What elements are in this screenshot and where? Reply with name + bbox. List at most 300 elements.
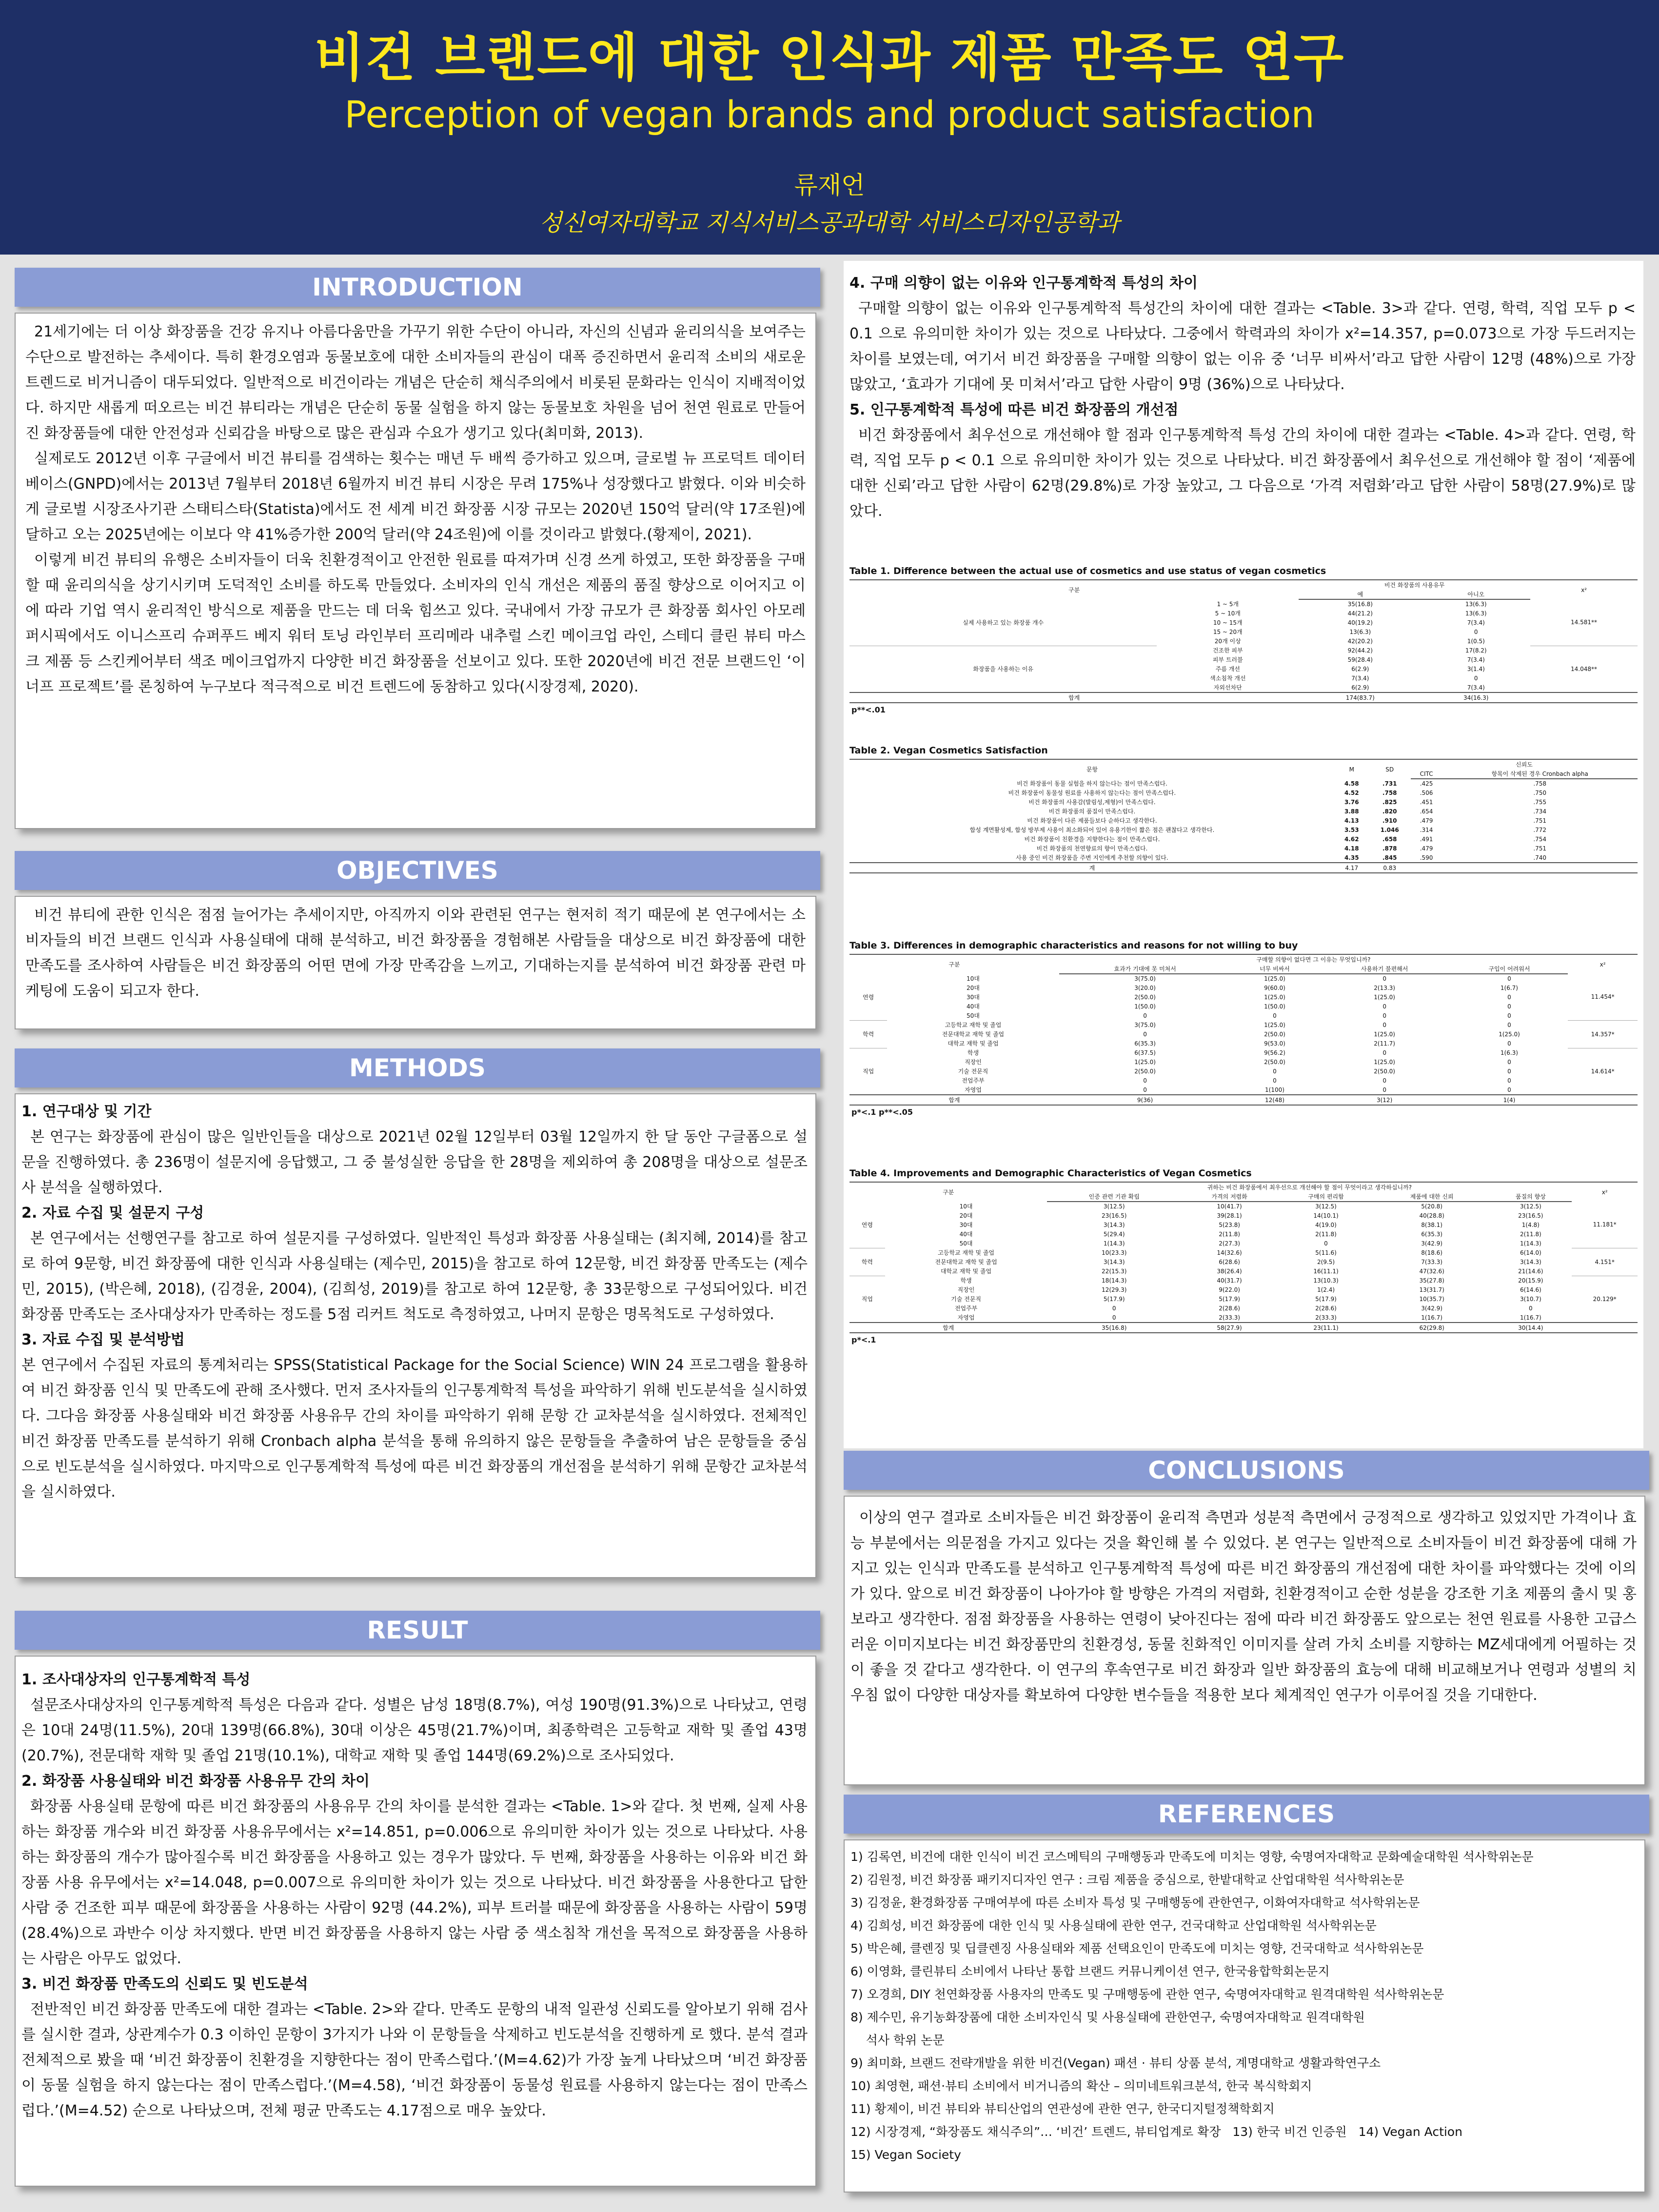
table-cell: 1 ~ 5개: [1217, 601, 1239, 608]
table-header-row: [849, 954, 1638, 964]
table-cell: 5(11.6): [1315, 1249, 1337, 1256]
methods-subheading: 2. 자료 수집 및 설문지 구성: [21, 1205, 204, 1222]
column-header: x²: [1572, 1182, 1638, 1202]
table-cell: 합계: [849, 1095, 1059, 1105]
table-cell: 35(16.8): [1347, 601, 1373, 608]
table-row: [849, 1020, 1638, 1029]
conclusions-box: [844, 1496, 1645, 1785]
row-group-label: 학력: [849, 1248, 885, 1276]
table-cell: 6(14.0): [1520, 1249, 1541, 1256]
table-cell: 자외선차단: [1213, 684, 1242, 691]
reference-item: 5) 박은혜, 클렌징 및 딥클렌징 사용실태와 제품 선택요인이 만족도에 미치는 영향, 건국대학교 석사학위논문: [850, 1941, 1424, 1955]
table-cell: 22(15.3): [1102, 1267, 1127, 1275]
table-cell: 0: [1507, 975, 1511, 982]
author: 류재언: [794, 171, 865, 199]
table-row: [849, 853, 1638, 863]
references-box: [844, 1839, 1645, 2192]
table-cell: 1(25.0): [1264, 1021, 1285, 1028]
table-cell: 전문대학교 재학 및 졸업: [935, 1259, 997, 1265]
table-cell: 0: [1143, 1077, 1147, 1084]
column-header: 효과가 기대에 못 미쳐서: [1059, 964, 1231, 974]
table-cell: 10대: [959, 1203, 973, 1210]
table-cell: 9(56.2): [1264, 1049, 1285, 1056]
chi-square-value: 20.129*: [1572, 1276, 1638, 1323]
result-subheading: 1. 조사대상자의 인구통계학적 특성: [21, 1671, 251, 1688]
column-header: x²: [1530, 580, 1638, 599]
table-cell: 합계: [849, 1323, 1047, 1333]
table-row: [849, 1029, 1638, 1039]
table-cell: 4.35: [1344, 854, 1359, 861]
table-cell: 4.62: [1344, 835, 1359, 843]
column-header: M: [1335, 759, 1369, 779]
table-cell: 3(12.5): [1520, 1203, 1541, 1210]
table-cell: 1(25.0): [1264, 993, 1285, 1001]
table-cell: .491: [1420, 835, 1433, 843]
table-cell: 3(20.0): [1134, 984, 1156, 991]
table-header-row: [849, 1182, 1638, 1192]
table-row: [849, 1057, 1638, 1066]
table-row: [849, 1048, 1638, 1057]
table-row: [849, 1220, 1638, 1229]
table-cell: 12(48): [1231, 1095, 1318, 1105]
table-cell: 10(41.7): [1217, 1203, 1242, 1210]
table-cell: 0: [1273, 1067, 1277, 1075]
result-box: [15, 1656, 816, 2187]
table-cell: 0: [1112, 1304, 1116, 1312]
table-cell: 2(28.6): [1315, 1304, 1337, 1312]
table-cell: 9(36): [1059, 1095, 1231, 1105]
table-cell: 1(25.0): [1374, 993, 1395, 1001]
result-paragraph: 구매할 의향이 없는 이유와 인구통계학적 특성간의 차이에 대한 결과는 <Table. 3>과 같다. 연령, 학력, 직업 모두 p < 0.1 으로 유의미한 차이가 있는 것으로 나타났다. 그중에서 학력과의 차이가 x²=14.357, p=0.073으로 가장 두드러지는 차이를 보였는데, 여기서 비건 화장품을 구매할 의향이 없는 이유 중 ‘너무 비싸서’라고 답한 사람이 12명 (48%)으로 가장 많았고, ‘효과가 기대에 못 미쳐서’라고 답한 사람이 9명 (36%)으로 나타났다.: [849, 300, 1636, 393]
table-cell: 4.58: [1344, 780, 1359, 787]
table-cell: 62(29.8): [1374, 1323, 1489, 1333]
table-cell: 0: [1507, 1058, 1511, 1066]
table-cell: 0: [1382, 1049, 1386, 1056]
table-cell: 0: [1507, 1086, 1511, 1093]
table-cell: 0: [1507, 1003, 1511, 1010]
table-cell: 비건 화장품이 동물 실험을 하지 않는다는 점이 만족스럽다.: [1017, 780, 1167, 787]
table-cell: 30대: [967, 994, 980, 1001]
table-cell: 6(37.5): [1134, 1049, 1156, 1056]
methods-text: [21, 1099, 808, 1505]
table-row: [849, 1266, 1638, 1276]
table-cell: 50대: [959, 1240, 973, 1247]
table-cell: .820: [1382, 808, 1397, 815]
table-cell: 7(3.4): [1467, 684, 1485, 691]
table-3-caption: Table 3. Differences in demographic characteristics and reasons for not willing to buy: [849, 940, 1298, 951]
table-cell: 3.76: [1344, 798, 1359, 806]
table-row: [849, 779, 1638, 788]
result-paragraph: 화장품 사용실태 문항에 따른 비건 화장품의 사용유무 간의 차이를 분석한 결과는 <Table. 1>와 같다. 첫 번째, 실제 사용하는 화장품 개수와 비건 화장품 사용유무에서는 x²=14.851, p=0.006으로 유의미한 차이가 있는 것으로 나타났다. 사용하는 화장품의 개수가 많아질수록 비건 화장품을 사용하고 있는 경우가 많았다. 두 번째, 화장품을 사용하는 이유와 비건 화장품 사용 유무에서는 x²=14.048, p=0.007으로 유의미한 차이가 있는 것으로 나타났다. 비건 화장품을 사용한다고 답한 사람 중 건조한 피부 때문에 화장품을 사용하는 사람이 92명 (44.2%), 피부 트러블 때문에 화장품을 사용하는 사람이 59명 (28.4%)으로 과반수 이상 차지했다. 반면 비건 화장품을 사용하지 않는 사람 중 색소침착 개선을 목적으로 화장품을 사용하는 사람은 아무도 없었다.: [21, 1798, 808, 1967]
reference-item: 2) 김원정, 비건 화장품 패키지디자인 연구 : 크림 제품을 중심으로, 한밭대학교 산업대학원 석사학위논문: [850, 1873, 1404, 1887]
table-cell: 학생: [967, 1049, 979, 1056]
table-cell: 1(6.7): [1500, 984, 1518, 991]
table-cell: 2(50.0): [1264, 1030, 1285, 1038]
table-row: [849, 1248, 1638, 1257]
table-cell: 6(35.3): [1421, 1230, 1442, 1238]
table-cell: 8(38.1): [1421, 1221, 1442, 1228]
table-cell: 0: [1474, 674, 1478, 682]
reference-item: 6) 이영화, 클린뷰티 소비에서 나타난 통합 브랜드 커뮤니케이션 연구, 한국융합학회논문지: [850, 1964, 1330, 1978]
table-row: [849, 788, 1638, 797]
table-cell: 1(0.5): [1467, 637, 1485, 645]
table-4-caption: Table 4. Improvements and Demographic Characteristics of Vegan Cosmetics: [849, 1168, 1252, 1179]
table-cell: 0: [1507, 1077, 1511, 1084]
table-cell: 6(14.6): [1520, 1286, 1541, 1293]
table-cell: 18(14.3): [1102, 1277, 1127, 1284]
table-row: [849, 983, 1638, 992]
table-cell: .845: [1382, 854, 1397, 861]
column-header: 예: [1299, 590, 1422, 599]
table-cell: [1572, 1323, 1638, 1333]
table-row: [849, 1276, 1638, 1285]
table-cell: 15 ~ 20개: [1213, 629, 1243, 635]
table-row: [849, 1039, 1638, 1048]
references-list: [850, 1845, 1639, 2166]
table-cell: 1(25.0): [1374, 1058, 1395, 1066]
table-cell: .590: [1420, 854, 1433, 861]
table-cell: 비건 화장품의 사용감(발림성,제형)이 만족스럽다.: [1028, 799, 1156, 806]
table-cell: .314: [1420, 826, 1433, 833]
table-cell: 2(28.6): [1219, 1304, 1240, 1312]
table-row: [849, 1294, 1638, 1304]
table-cell: 대학교 재학 및 졸업: [940, 1268, 992, 1275]
table-cell: 34(16.3): [1422, 692, 1530, 703]
table-row: [849, 825, 1638, 834]
table-cell: 0: [1143, 1030, 1147, 1038]
table-cell: 1(25.0): [1374, 1030, 1395, 1038]
table-cell: 4.13: [1344, 817, 1359, 824]
table-cell: 비건 화장품이 동물성 원료를 사용하지 않는다는 점이 만족스럽다.: [1008, 790, 1176, 796]
table-cell: 40대: [967, 1003, 980, 1010]
table-cell: 0: [1507, 1021, 1511, 1028]
table-total-row: [849, 1323, 1638, 1333]
table-cell: 0: [1507, 1012, 1511, 1019]
table-cell: 0: [1143, 1012, 1147, 1019]
reference-item: 1) 김록연, 비건에 대한 인식이 비건 코스메틱의 구매행동과 만족도에 미치는 영향, 숙명여자대학교 문화예술대학원 석사학위논문: [850, 1850, 1534, 1864]
table-cell: .479: [1420, 845, 1433, 852]
table-cell: 30(14.4): [1489, 1323, 1572, 1333]
table-cell: 0: [1507, 1040, 1511, 1047]
table-row: [849, 1076, 1638, 1085]
table-3-note: p*<.1 p**<.05: [851, 1107, 913, 1117]
methods-paragraph: 본 연구에서 수집된 자료의 통계처리는 SPSS(Statistical Package for the Social Science) WIN 24 프로그램을 활용하여 비건 화장품 인식 및 만족도에 관해 조사했다. 먼저 조사자들의 인구통계학적 특성을 파악하기 위해 빈도분석을 실시하였다. 그다음 화장품 사용실태와 비건 화장품 사용유무 간의 차이를 파악하기 위해 문항 간 교차분석을 실시하였다. 전체적인 비건 화장품 만족도를 분석하기 위해 Cronbach alpha 분석을 통해 유의하지 않은 문항들을 추출하여 남은 문항들을 중심으로 빈도분석을 실시하였다. 마지막으로 인구통계학적 특성에 따른 비건 화장품의 개선점을 분석하기 위해 문항간 교차분석을 실시하였다.: [21, 1357, 808, 1501]
table-cell: 47(32.6): [1419, 1267, 1444, 1275]
table-cell: .751: [1533, 845, 1547, 852]
table-cell: 40(28.8): [1419, 1212, 1444, 1219]
objectives-box: [15, 896, 816, 1029]
column-header: 품질의 향상: [1489, 1192, 1572, 1202]
table-cell: 39(28.1): [1217, 1212, 1242, 1219]
table-cell: 30대: [959, 1222, 973, 1228]
table-1-caption: Table 1. Difference between the actual use of cosmetics and use status of vegan cosmetics: [849, 566, 1326, 576]
table-cell: 1(50.0): [1134, 1003, 1156, 1010]
column-header: 인증 관련 기관 확립: [1047, 1192, 1181, 1202]
table-cell: 9(53.0): [1264, 1040, 1285, 1047]
table-cell: .772: [1533, 826, 1547, 833]
table-row: [849, 1239, 1638, 1248]
table-cell: 92(44.2): [1347, 647, 1373, 654]
objectives-heading: OBJECTIVES: [15, 851, 820, 890]
table-row: [849, 807, 1638, 816]
introduction-box: [15, 313, 816, 829]
table-cell: 10대: [967, 975, 980, 982]
table-cell: 3(10.7): [1520, 1295, 1541, 1303]
table-row: [849, 1002, 1638, 1011]
table-cell: 7(3.4): [1467, 619, 1485, 626]
table-cell: 2(9.5): [1317, 1258, 1335, 1265]
table-cell: 고등학교 재학 및 졸업: [945, 1022, 1002, 1028]
table-cell: 4(19.0): [1315, 1221, 1337, 1228]
table-4-grid: [849, 1182, 1638, 1333]
introduction-text: [25, 319, 806, 700]
table-cell: 14(10.1): [1313, 1212, 1339, 1219]
column-header: 비건 화장품의 사용유무: [1299, 580, 1530, 590]
table-cell: 13(31.7): [1419, 1286, 1444, 1293]
table-cell: 2(11.7): [1374, 1040, 1395, 1047]
column-header: 항목이 삭제된 경우 Cronbach alpha: [1442, 769, 1638, 779]
table-cell: 9(60.0): [1264, 984, 1285, 991]
table-cell: 1(16.7): [1421, 1314, 1442, 1321]
column-header: 가격의 저렴화: [1181, 1192, 1278, 1202]
table-cell: 6(2.9): [1351, 684, 1369, 691]
result-subheading: 5. 인구통계학적 특성에 따른 비건 화장품의 개선점: [849, 401, 1179, 418]
reference-item: 11) 황제이, 비건 뷰티와 뷰티산업의 연관성에 관한 연구, 한국디지털정책학회지: [850, 2102, 1275, 2116]
table-row: [849, 1211, 1638, 1220]
column-header: 구입이 어려워서: [1451, 964, 1568, 974]
table-row: [849, 1202, 1638, 1211]
table-row: [849, 1011, 1638, 1020]
table-cell: 0: [1507, 1067, 1511, 1075]
affiliation: 성신여자대학교 지식서비스공과대학 서비스디자인공학과: [539, 209, 1120, 237]
table-total-row: [849, 1095, 1638, 1105]
table-cell: 1(25.0): [1264, 975, 1285, 982]
table-cell: 38(26.4): [1217, 1267, 1242, 1275]
reference-item: 3) 김정윤, 환경화장품 구매여부에 따른 소비자 특성 및 구매행동에 관한연구, 이화여자대학교 석사학위논문: [850, 1896, 1420, 1910]
conclusions-paragraph: 이상의 연구 결과로 소비자들은 비건 화장품이 윤리적 측면과 성분적 측면에서 긍정적으로 생각하고 있었지만 가격이나 효능 부분에서는 의문점을 가지고 있다는 것을 확인해 볼 수 있었다. 본 연구는 일반적으로 소비자들이 비건 화장품에 대해 가지고 있는 인식과 만족도를 분석하고 인구통계학적 특성에 따른 비건 화장품의 개선점에 대한 차이를 파악했다는 것에 이의가 있다. 앞으로 비건 화장품이 나아가야 할 방향은 가격의 저렴화, 친환경적이고 순한 성분을 강조한 기초 제품의 출시 및 홍보라고 생각한다. 점점 화장품을 사용하는 연령이 낮아진다는 점에 따라 비건 화장품도 앞으로는 천연 원료를 사용한 고급스러운 이미지보다는 비건 화장품만의 친환경성, 동물 친화적인 이미지를 살려 가치 소비를 지향하는 MZ세대에게 어필하는 것이 좋을 것 같다고 생각한다. 이 연구의 후속연구로 비건 화장과 일반 화장품의 효능에 대해 비교해보거나 연령과 성별의 치우침 없이 다양한 대상자를 확보하여 다양한 변수들을 적용한 보다 체계적인 연구가 이루어질 것을 기대한다.: [850, 1509, 1637, 1704]
table-cell: 40(19.2): [1347, 619, 1373, 626]
row-group-label: 실제 사용하고 있는 화장품 개수: [849, 599, 1157, 646]
table-cell: 2(33.3): [1315, 1314, 1337, 1321]
introduction-heading: INTRODUCTION: [15, 268, 820, 307]
table-cell: 7(3.4): [1351, 674, 1369, 682]
table-cell: 7(3.4): [1467, 656, 1485, 663]
methods-heading: METHODS: [15, 1048, 820, 1087]
table-row: [849, 834, 1638, 844]
table-cell: 3(14.3): [1103, 1221, 1125, 1228]
table-cell: 20대: [959, 1212, 973, 1219]
column-header: 아니오: [1422, 590, 1530, 599]
table-cell: 2(11.8): [1219, 1230, 1240, 1238]
chi-square-value: 14.357*: [1568, 1020, 1638, 1048]
references-heading: REFERENCES: [844, 1795, 1649, 1834]
table-cell: 0: [1112, 1314, 1116, 1321]
table-cell: .731: [1382, 780, 1397, 787]
table-row: [849, 797, 1638, 807]
table-cell: 건조한 피부: [1212, 647, 1243, 654]
table-cell: 0: [1382, 1012, 1386, 1019]
table-cell: 0: [1143, 1086, 1147, 1093]
poster-header: [0, 0, 1659, 255]
result-text: [21, 1667, 808, 2124]
table-cell: .506: [1420, 789, 1433, 796]
table-cell: 3(42.9): [1421, 1304, 1442, 1312]
table-cell: 58(27.9): [1181, 1323, 1278, 1333]
table-cell: 4.52: [1344, 789, 1359, 796]
table-1: [849, 566, 1638, 714]
table-cell: 0.83: [1369, 863, 1411, 873]
table-4-note: p*<.1: [851, 1335, 876, 1344]
introduction-paragraph: 이렇게 비건 뷰티의 유행은 소비자들이 더욱 친환경적이고 안전한 원료를 따져가며 신경 쓰게 하였고, 또한 화장품을 구매할 때 윤리의식을 상기시키며 도덕적인 소비를 하도록 만들었다. 소비자의 인식 개선은 제품의 품질 향상으로 이어지고 이에 따라 기업 역시 윤리적인 방식으로 제품을 만드는 데 더욱 힘쓰고 있다. 국내에서 가장 규모가 큰 화장품 회사인 아모레퍼시픽에서도 이니스프리 슈퍼푸드 베지 워터 토닝 라인부터 프리메라 내추럴 스킨 메이크업 라인, 스테디 클린 뷰티 마스크 제품 등 스킨케어부터 색조 메이크업까지 다양한 비건 화장품을 선보이고 있다. 또한 2020년에 비건 전문 브랜드인 ‘이너프 프로젝트’를 론칭하여 누구보다 적극적으로 비건 트렌드에 동참하고 있다(시장경제, 2020).: [25, 552, 806, 695]
column-header: 구분: [849, 580, 1299, 599]
result-paragraph: 비건 화장품에서 최우선으로 개선해야 할 점과 인구통계학적 특성 간의 차이에 대한 결과는 <Table. 4>과 같다. 연령, 학력, 직업 모두 p < 0.1 으로 유의미한 차이가 있는 것으로 나타났다. 비건 화장품에서 최우선으로 개선해야 할 점이 ‘제품에 대한 신뢰’라고 답한 사람이 62명(29.8%)로 가장 높았고, 그 다음으로 ‘가격 저렴화’라고 답한 사람이 58명(27.9%)로 많았다.: [849, 427, 1636, 520]
column-header: 문항: [849, 759, 1335, 779]
table-total-row: [849, 692, 1638, 703]
table-total-row: [849, 863, 1638, 873]
title-english: Perception of vegan brands and product satisfaction: [344, 93, 1315, 136]
table-cell: 4.17: [1335, 863, 1369, 873]
chi-square-value: 14.614*: [1568, 1048, 1638, 1095]
row-group-label: 직업: [849, 1048, 887, 1095]
table-cell: 7(33.3): [1421, 1258, 1442, 1265]
table-cell: 5(17.9): [1219, 1295, 1240, 1303]
title-korean: 비건 브랜드에 대한 인식과 제품 만족도 연구: [314, 28, 1345, 88]
table-cell: 1(4): [1451, 1095, 1568, 1105]
table-2: [849, 745, 1638, 873]
table-cell: [1411, 863, 1442, 873]
methods-subheading: 3. 자료 수집 및 분석방법: [21, 1331, 185, 1348]
table-cell: 1(25.0): [1134, 1058, 1156, 1066]
table-3: [849, 940, 1638, 1117]
objectives-paragraph: 비건 뷰티에 관한 인식은 점점 늘어가는 추세이지만, 아직까지 이와 관련된 연구는 현저히 적기 때문에 본 연구에서는 소비자들의 비건 브랜드 인식과 사용실태에 대해 분석하고, 비건 화장품을 경험해본 사람들을 대상으로 비건 화장품에 대한 만족도를 조사하여 사람들은 비건 화장품의 어떤 면에 가장 만족감을 느끼고, 기대하는지를 분석하여 비건 화장품 관련 마케팅에 도움이 되고자 한다.: [25, 907, 806, 1000]
table-cell: 3.53: [1344, 826, 1359, 833]
chi-square-value: 4.151*: [1572, 1248, 1638, 1276]
table-cell: 2(50.0): [1134, 993, 1156, 1001]
column-header: 너무 비싸서: [1231, 964, 1318, 974]
table-cell: 피부 트러블: [1212, 656, 1243, 663]
table-cell: 기술 전문직: [951, 1296, 981, 1303]
table-cell: .910: [1382, 817, 1397, 824]
table-cell: .825: [1382, 798, 1397, 806]
table-cell: 23(16.5): [1102, 1212, 1127, 1219]
table-cell: .878: [1382, 845, 1397, 852]
table-cell: 35(27.8): [1419, 1277, 1444, 1284]
column-header: 구분: [849, 954, 1059, 974]
table-cell: .658: [1382, 835, 1397, 843]
table-row: [849, 1257, 1638, 1266]
table-cell: 0: [1324, 1240, 1328, 1247]
table-cell: 0: [1382, 1003, 1386, 1010]
conclusions-heading: CONCLUSIONS: [844, 1451, 1649, 1490]
table-4: [849, 1168, 1638, 1344]
row-group-label: 직업: [849, 1276, 885, 1323]
column-header: 구분: [849, 1182, 1047, 1202]
table-cell: 0: [1382, 1077, 1386, 1084]
reference-item: 10) 최영현, 패션·뷰티 소비에서 비거니즘의 확산 – 의미네트워크분석, 한국 복식학회지: [850, 2079, 1312, 2093]
table-cell: 10(23.3): [1102, 1249, 1127, 1256]
table-cell: 44(21.2): [1347, 610, 1373, 617]
chi-square-value: 11.454*: [1568, 974, 1638, 1020]
table-cell: 2(50.0): [1374, 1067, 1395, 1075]
table-cell: 13(6.3): [1349, 628, 1371, 635]
reference-item: 9) 최미화, 브랜드 전략개발을 위한 비건(Vegan) 패션 · 뷰티 상품 분석, 계명대학교 생활과학연구소: [850, 2056, 1381, 2070]
table-cell: 1(100): [1265, 1086, 1284, 1093]
table-cell: 13(10.3): [1313, 1277, 1339, 1284]
table-cell: 50대: [967, 1012, 980, 1019]
result-subheading: 3. 비건 화장품 만족도의 신뢰도 및 빈도분석: [21, 1975, 308, 1993]
table-cell: 0: [1474, 628, 1478, 635]
table-cell: 전업주부: [954, 1305, 978, 1312]
table-cell: 12(29.3): [1102, 1286, 1127, 1293]
row-group-label: 학력: [849, 1020, 887, 1048]
table-cell: 2(33.3): [1219, 1314, 1240, 1321]
table-cell: 20대: [967, 985, 980, 991]
methods-subheading: 1. 연구대상 및 기간: [21, 1103, 152, 1120]
table-cell: .750: [1533, 789, 1547, 796]
table-cell: .755: [1533, 798, 1547, 806]
column-header: SD: [1369, 759, 1411, 779]
table-cell: 174(83.7): [1299, 692, 1422, 703]
table-cell: 1(14.3): [1520, 1240, 1541, 1247]
table-cell: 21(14.6): [1518, 1267, 1543, 1275]
table-row: [849, 816, 1638, 825]
table-cell: 42(20.2): [1347, 637, 1373, 645]
reference-item: 15) Vegan Society: [850, 2148, 961, 2162]
table-cell: 비건 화장품이 친환경을 지향한다는 점이 만족스럽다.: [1024, 836, 1160, 843]
reference-item: 4) 김희성, 비건 화장품에 대한 인식 및 사용실태에 관한 연구, 건국대학교 산업대학원 석사학위논문: [850, 1918, 1377, 1933]
table-cell: 고등학교 재학 및 졸업: [938, 1249, 994, 1256]
introduction-paragraph: 21세기에는 더 이상 화장품을 건강 유지나 아름다움만을 가꾸기 위한 수단이 아니라, 자신의 신념과 윤리의식을 보여주는 수단으로 발전하는 추세이다. 특히 환경오염과 동물보호에 대한 소비자들의 관심이 대폭 증진하면서 윤리적 소비의 새로운 트렌드로 비거니즘이 대두되었다. 일반적으로 비건이라는 개념은 단순히 채식주의에서 비롯된 문화라는 인식이 지배적이었다. 하지만 새롭게 떠오르는 비건 뷰티라는 개념은 단순히 동물 실험을 하지 않는 동물보호 차원을 넘어 천연 원료로 만들어진 화장품들에 대한 안전성과 신뢰감을 바탕으로 많은 관심과 수요가 생기고 있다(최미화, 2013).: [25, 323, 806, 442]
table-cell: 16(11.1): [1313, 1267, 1339, 1275]
reference-item: 7) 오경희, DIY 천연화장품 사용자의 만족도 및 구매행동에 관한 연구, 숙명여자대학교 원격대학원 석사학위논문: [850, 1987, 1444, 2001]
table-cell: 0: [1273, 1077, 1277, 1084]
table-cell: 1(16.7): [1520, 1314, 1541, 1321]
table-cell: 직장인: [965, 1059, 982, 1066]
table-cell: 자영업: [957, 1314, 975, 1321]
table-cell: 0: [1273, 1012, 1277, 1019]
table-cell: .758: [1533, 780, 1547, 787]
table-cell: 3(75.0): [1134, 1021, 1156, 1028]
table-cell: .734: [1533, 808, 1547, 815]
table-cell: 5(29.4): [1103, 1230, 1125, 1238]
chi-square-value: 14.581**: [1530, 599, 1638, 646]
table-cell: 59(28.4): [1347, 656, 1373, 663]
table-row: [849, 844, 1638, 853]
table-cell: 대학교 재학 및 졸업: [948, 1040, 999, 1047]
reference-item: 8) 제수민, 유기농화장품에 대한 소비자인식 및 사용실태에 관한연구, 숙명여자대학교 원격대학원: [850, 2010, 1365, 2024]
table-row: [849, 974, 1638, 983]
table-cell: 5 ~ 10개: [1215, 610, 1241, 617]
table-cell: 2(27.3): [1219, 1240, 1240, 1247]
table-cell: 0: [1382, 1086, 1386, 1093]
table-row: [849, 646, 1638, 655]
table-cell: 사용 중인 비건 화장품을 주변 지인에게 추천할 의향이 있다.: [1016, 854, 1168, 861]
table-cell: .451: [1420, 798, 1433, 806]
column-header: 제품에 대한 신뢰: [1374, 1192, 1489, 1202]
table-1-note: p**<.01: [851, 705, 886, 714]
reference-item: 석사 학위 논문: [850, 2033, 945, 2047]
table-cell: 1.046: [1380, 826, 1399, 833]
table-cell: 0: [1382, 1021, 1386, 1028]
column-header: CITC: [1411, 769, 1442, 779]
table-cell: 2(11.8): [1315, 1230, 1337, 1238]
table-cell: 9(22.0): [1219, 1286, 1240, 1293]
row-group-label: 화장품을 사용하는 이유: [849, 646, 1157, 692]
table-cell: 2(13.3): [1374, 984, 1395, 991]
column-header: 구매할 의향이 없다면 그 이유는 무엇입니까?: [1059, 954, 1568, 964]
table-row: [849, 1229, 1638, 1239]
table-cell: 23(11.1): [1278, 1323, 1374, 1333]
